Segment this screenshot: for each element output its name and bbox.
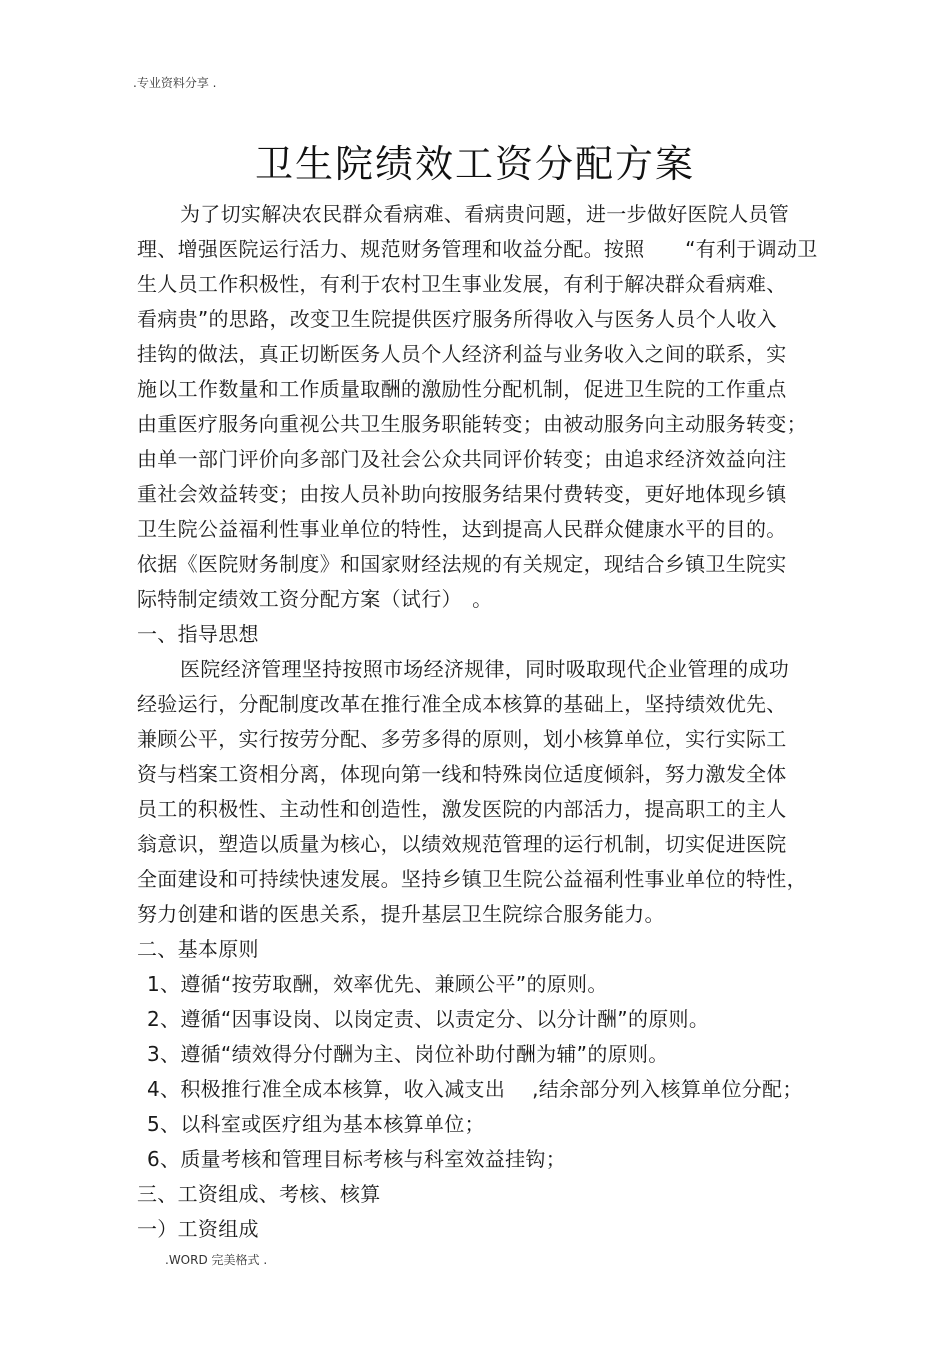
section-heading: 一、指导思想	[137, 622, 259, 646]
paragraph-line: 生人员工作积极性，有利于农村卫生事业发展，有利于解决群众看病难、	[137, 272, 787, 296]
paragraph-line: 兼顾公平，实行按劳分配、多劳多得的原则，划小核算单位，实行实际工	[137, 727, 787, 751]
document-title: 卫生院绩效工资分配方案	[254, 142, 695, 186]
document-body	[137, 197, 857, 1247]
principle-item: 4、积极推行准全成本核算，收入减支出 ,结余部分列入核算单位分配；	[147, 1077, 803, 1101]
principle-item: 2、遵循“因事设岗、以岗定责、以责定分、以分计酬”的原则。	[147, 1007, 710, 1031]
paragraph-line: 重社会效益转变；由按人员补助向按服务结果付费转变，更好地体现乡镇	[137, 482, 787, 506]
header-note: .专业资料分享 .	[133, 76, 217, 90]
section-heading: 三、工资组成、考核、核算	[137, 1182, 381, 1206]
paragraph-line: 经验运行，分配制度改革在推行准全成本核算的基础上，坚持绩效优先、	[137, 692, 787, 716]
principle-item: 6、质量考核和管理目标考核与科室效益挂钩；	[147, 1147, 567, 1171]
paragraph-line: 由单一部门评价向多部门及社会公众共同评价转变；由追求经济效益向注	[137, 447, 787, 471]
paragraph-line: 由重医疗服务向重视公共卫生服务职能转变；由被动服务向主动服务转变；	[137, 412, 807, 436]
paragraph-line: 理、增强医院运行活力、规范财务管理和收益分配。按照 “有利于调动卫	[137, 237, 818, 261]
paragraph-line: 资与档案工资相分离，体现向第一线和特殊岗位适度倾斜，努力激发全体	[137, 762, 787, 786]
paragraph-line: 挂钩的做法，真正切断医务人员个人经济利益与业务收入之间的联系，实	[137, 342, 787, 366]
footer-note: .WORD 完美格式 .	[165, 1253, 268, 1267]
principle-item: 1、遵循“按劳取酬，效率优先、兼顾公平”的原则。	[147, 972, 608, 996]
section-heading: 二、基本原则	[137, 937, 259, 961]
paragraph-line: 翁意识，塑造以质量为核心，以绩效规范管理的运行机制，切实促进医院	[137, 832, 787, 856]
paragraph-line: 全面建设和可持续快速发展。坚持乡镇卫生院公益福利性事业单位的特性，	[137, 867, 807, 891]
paragraph-line: 医院经济管理坚持按照市场经济规律，同时吸取现代企业管理的成功	[180, 657, 789, 681]
paragraph-line: 卫生院公益福利性事业单位的特性，达到提高人民群众健康水平的目的。	[137, 517, 787, 541]
subsection-heading: 一）工资组成	[137, 1217, 259, 1241]
paragraph-line: 为了切实解决农民群众看病难、看病贵问题，进一步做好医院人员管	[180, 202, 789, 226]
paragraph-line: 施以工作数量和工作质量取酬的激励性分配机制，促进卫生院的工作重点	[137, 377, 787, 401]
paragraph-line: 员工的积极性、主动性和创造性，激发医院的内部活力，提高职工的主人	[137, 797, 787, 821]
principle-item: 3、遵循“绩效得分付酬为主、岗位补助付酬为辅”的原则。	[147, 1042, 669, 1066]
principle-item: 5、以科室或医疗组为基本核算单位；	[147, 1112, 485, 1136]
paragraph-line: 努力创建和谐的医患关系，提升基层卫生院综合服务能力。	[137, 902, 665, 926]
paragraph-line: 依据《医院财务制度》和国家财经法规的有关规定，现结合乡镇卫生院实	[137, 552, 787, 576]
paragraph-line: 看病贵”的思路，改变卫生院提供医疗服务所得收入与医务人员个人收入	[137, 307, 777, 331]
paragraph-line: 际特制定绩效工资分配方案（试行） 。	[137, 587, 493, 611]
